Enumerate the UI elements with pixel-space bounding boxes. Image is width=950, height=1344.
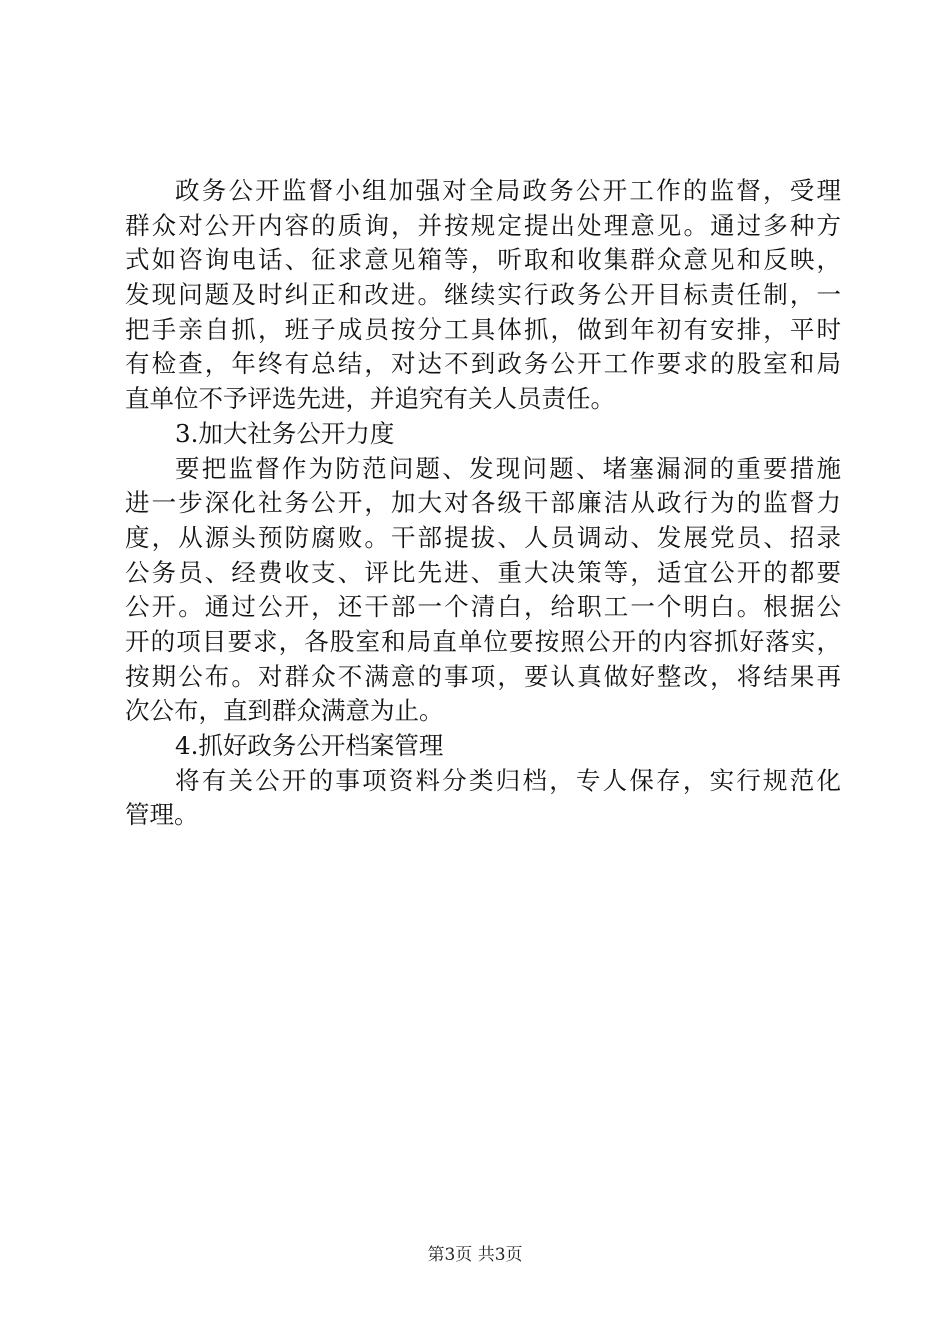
text-line: 政务公开监督小组加强对全局政务公开工作的监督，受理 bbox=[175, 176, 841, 205]
text-line: 把手亲自抓，班子成员按分工具体抓，做到年初有安排，平时 bbox=[125, 314, 841, 344]
text-line: 有检查，年终有总结，对达不到政务公开工作要求的股室和局 bbox=[125, 349, 841, 379]
text-line: 直单位不予评选先进，并追究有关人员责任。 bbox=[125, 384, 615, 414]
text-line: 开的项目要求，各股室和局直单位要按照公开的内容抓好落实， bbox=[125, 626, 841, 656]
text-line: 4.抓好政务公开档案管理 bbox=[175, 731, 444, 760]
text-line: 次公布，直到群众满意为止。 bbox=[125, 696, 444, 726]
document-body bbox=[125, 174, 841, 833]
text-line: 按期公布。对群众不满意的事项，要认真做好整改，将结果再 bbox=[125, 661, 841, 691]
text-line: 式如咨询电话、征求意见箱等，听取和收集群众意见和反映， bbox=[125, 245, 841, 275]
text-line: 公开。通过公开，还干部一个清白，给职工一个明白。根据公 bbox=[125, 592, 841, 622]
text-line: 群众对公开内容的质询，并按规定提出处理意见。通过多种方 bbox=[125, 210, 841, 240]
text-line: 进一步深化社务公开，加大对各级干部廉洁从政行为的监督力 bbox=[125, 488, 841, 518]
text-line: 3.加大社务公开力度 bbox=[175, 418, 395, 448]
page-footer: 第3页 共3页 bbox=[427, 1245, 523, 1265]
text-line: 度，从源头预防腐败。干部提拔、人员调动、发展党员、招录 bbox=[125, 522, 841, 552]
text-line: 将有关公开的事项资料分类归档，专人保存，实行规范化 bbox=[175, 765, 841, 795]
text-line: 管理。 bbox=[125, 800, 199, 830]
text-line: 发现问题及时纠正和改进。继续实行政务公开目标责任制，一 bbox=[125, 280, 841, 310]
text-line: 公务员、经费收支、评比先进、重大决策等，适宜公开的都要 bbox=[125, 557, 841, 587]
text-line: 要把监督作为防范问题、发现问题、堵塞漏洞的重要措施 bbox=[175, 453, 841, 483]
